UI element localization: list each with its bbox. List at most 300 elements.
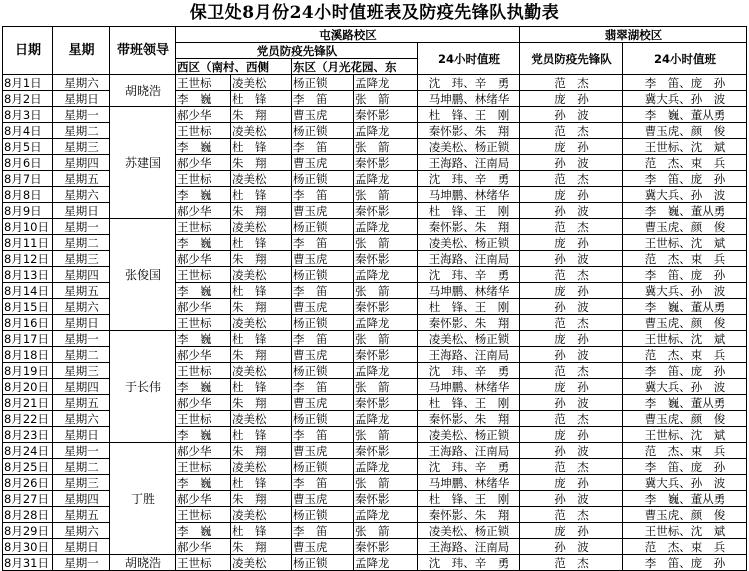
feicui-vanguard-cell: 孙 波 <box>520 443 623 459</box>
weekday-cell: 星期五 <box>53 171 110 187</box>
west-member-1-cell: 李 巍 <box>176 379 231 395</box>
tunxi-24h-shift-cell: 凌美松、杨正锁 <box>418 427 520 443</box>
tunxi-24h-shift-cell: 杜 锋、王 刚 <box>418 107 520 123</box>
east-member-2-cell: 秦怀影 <box>354 539 418 555</box>
date-cell: 8月27日 <box>3 491 53 507</box>
page-title: 保卫处8月份24小时值班表及防疫先锋队执勤表 <box>189 3 560 23</box>
weekday-cell: 星期二 <box>53 459 110 475</box>
east-member-1-cell: 杨正锁 <box>292 555 354 571</box>
feicui-vanguard-cell: 庞 孙 <box>520 91 623 107</box>
east-member-2-cell: 孟降龙 <box>354 171 418 187</box>
feicui-24h-shift-cell: 王世标、沈 斌 <box>623 331 747 347</box>
feicui-vanguard-cell: 范 杰 <box>520 123 623 139</box>
feicui-vanguard-cell: 范 杰 <box>520 75 623 91</box>
weekday-cell: 星期五 <box>53 507 110 523</box>
feicui-24h-shift-cell: 李 笛、庞 孙 <box>623 555 747 571</box>
table-body <box>3 75 747 571</box>
west-member-2-cell: 凌美松 <box>231 123 292 139</box>
west-member-2-cell: 朱 翔 <box>231 203 292 219</box>
table-row <box>3 555 747 571</box>
leader-cell: 张俊国 <box>110 219 176 331</box>
west-member-2-cell: 杜 锋 <box>231 427 292 443</box>
feicui-24h-shift-cell: 冀大兵、孙 波 <box>623 91 747 107</box>
west-member-1-cell: 李 巍 <box>176 91 231 107</box>
date-cell: 8月2日 <box>3 91 53 107</box>
leader-cell: 苏建国 <box>110 107 176 219</box>
feicui-24h-shift-cell: 李 巍、董从勇 <box>623 203 747 219</box>
west-member-1-cell: 郝少华 <box>176 491 231 507</box>
feicui-24h-shift-cell: 李 笛、庞 孙 <box>623 363 747 379</box>
feicui-vanguard-cell: 庞 孙 <box>520 187 623 203</box>
date-cell: 8月20日 <box>3 379 53 395</box>
west-member-1-cell: 郝少华 <box>176 299 231 315</box>
tunxi-24h-shift-cell: 马坤鹏、林绪华 <box>418 91 520 107</box>
east-member-1-cell: 李 笛 <box>292 475 354 491</box>
feicui-vanguard-cell: 范 杰 <box>520 411 623 427</box>
date-cell: 8月19日 <box>3 363 53 379</box>
table-row <box>3 331 747 347</box>
east-member-2-cell: 秦怀影 <box>354 155 418 171</box>
feicui-24h-shift-cell: 范 杰、束 兵 <box>623 251 747 267</box>
feicui-24h-shift-cell: 范 杰、束 兵 <box>623 443 747 459</box>
feicui-24h-shift-cell: 冀大兵、孙 波 <box>623 379 747 395</box>
west-member-2-cell: 杜 锋 <box>231 187 292 203</box>
east-member-2-cell: 张 箭 <box>354 235 418 251</box>
tunxi-24h-shift-cell: 秦怀影、朱 翔 <box>418 315 520 331</box>
east-member-2-cell: 秦怀影 <box>354 395 418 411</box>
east-member-1-cell: 李 笛 <box>292 187 354 203</box>
date-cell: 8月17日 <box>3 331 53 347</box>
feicui-vanguard-cell: 孙 波 <box>520 203 623 219</box>
east-member-1-cell: 曹玉虎 <box>292 203 354 219</box>
feicui-vanguard-cell: 孙 波 <box>520 251 623 267</box>
feicui-24h-shift-cell: 曹玉虎、颜 俊 <box>623 507 747 523</box>
tunxi-24h-shift-cell: 杜 锋、王 刚 <box>418 299 520 315</box>
feicui-24h-shift-cell: 李 巍、董从勇 <box>623 395 747 411</box>
west-member-1-cell: 李 巍 <box>176 331 231 347</box>
east-member-2-cell: 秦怀影 <box>354 491 418 507</box>
feicui-vanguard-cell: 庞 孙 <box>520 331 623 347</box>
east-member-1-cell: 杨正锁 <box>292 267 354 283</box>
east-member-1-cell: 杨正锁 <box>292 315 354 331</box>
feicui-24h-shift-cell: 冀大兵、孙 波 <box>623 475 747 491</box>
date-cell: 8月15日 <box>3 299 53 315</box>
feicui-vanguard-cell: 庞 孙 <box>520 379 623 395</box>
east-member-1-cell: 李 笛 <box>292 427 354 443</box>
weekday-cell: 星期六 <box>53 187 110 203</box>
date-cell: 8月23日 <box>3 427 53 443</box>
east-member-2-cell: 张 箭 <box>354 139 418 155</box>
west-member-1-cell: 郝少华 <box>176 203 231 219</box>
date-cell: 8月1日 <box>3 75 53 91</box>
tunxi-24h-shift-cell: 秦怀影、朱 翔 <box>418 123 520 139</box>
feicui-24h-shift-cell: 李 巍、董从勇 <box>623 107 747 123</box>
feicui-24h-shift-cell: 李 巍、董从勇 <box>623 491 747 507</box>
date-cell: 8月25日 <box>3 459 53 475</box>
tunxi-24h-shift-cell: 沈 玮、辛 勇 <box>418 171 520 187</box>
west-member-2-cell: 朱 翔 <box>231 299 292 315</box>
feicui-vanguard-cell: 庞 孙 <box>520 139 623 155</box>
feicui-24h-shift-cell: 王世标、沈 斌 <box>623 139 747 155</box>
feicui-vanguard-cell: 孙 波 <box>520 539 623 555</box>
date-cell: 8月3日 <box>3 107 53 123</box>
west-member-1-cell: 郝少华 <box>176 347 231 363</box>
weekday-cell: 星期四 <box>53 491 110 507</box>
feicui-vanguard-cell: 范 杰 <box>520 555 623 571</box>
west-member-1-cell: 李 巍 <box>176 235 231 251</box>
west-member-1-cell: 王世标 <box>176 459 231 475</box>
feicui-vanguard-cell: 范 杰 <box>520 459 623 475</box>
feicui-24h-shift-cell: 冀大兵、孙 波 <box>623 187 747 203</box>
header-date: 日期 <box>3 27 53 75</box>
west-member-1-cell: 王世标 <box>176 219 231 235</box>
east-member-2-cell: 张 箭 <box>354 475 418 491</box>
west-member-2-cell: 杜 锋 <box>231 235 292 251</box>
header-campus-tunxi: 屯溪路校区 <box>176 27 520 43</box>
leader-cell: 于长伟 <box>110 331 176 443</box>
west-member-2-cell: 凌美松 <box>231 75 292 91</box>
weekday-cell: 星期二 <box>53 235 110 251</box>
weekday-cell: 星期一 <box>53 107 110 123</box>
tunxi-24h-shift-cell: 马坤鹏、林绪华 <box>418 283 520 299</box>
west-member-2-cell: 朱 翔 <box>231 347 292 363</box>
tunxi-24h-shift-cell: 马坤鹏、林绪华 <box>418 187 520 203</box>
east-member-1-cell: 李 笛 <box>292 139 354 155</box>
feicui-vanguard-cell: 孙 波 <box>520 491 623 507</box>
tunxi-24h-shift-cell: 沈 玮、辛 勇 <box>418 363 520 379</box>
tunxi-24h-shift-cell: 王海路、汪南局 <box>418 443 520 459</box>
feicui-24h-shift-cell: 李 笛、庞 孙 <box>623 267 747 283</box>
east-member-2-cell: 孟降龙 <box>354 267 418 283</box>
weekday-cell: 星期四 <box>53 379 110 395</box>
feicui-vanguard-cell: 庞 孙 <box>520 523 623 539</box>
weekday-cell: 星期一 <box>53 555 110 571</box>
west-member-2-cell: 杜 锋 <box>231 91 292 107</box>
west-member-1-cell: 王世标 <box>176 555 231 571</box>
east-member-2-cell: 张 箭 <box>354 283 418 299</box>
date-cell: 8月11日 <box>3 235 53 251</box>
feicui-24h-shift-cell: 曹玉虎、颜 俊 <box>623 123 747 139</box>
west-member-2-cell: 朱 翔 <box>231 491 292 507</box>
header-vanguard-feicui: 党员防疫先锋队 <box>520 43 623 75</box>
east-member-1-cell: 李 笛 <box>292 379 354 395</box>
weekday-cell: 星期日 <box>53 203 110 219</box>
leader-cell: 丁胜 <box>110 443 176 555</box>
west-member-2-cell: 凌美松 <box>231 555 292 571</box>
header-east-zone: 东区（月光花园、东 <box>292 59 418 75</box>
weekday-cell: 星期六 <box>53 75 110 91</box>
west-member-1-cell: 李 巍 <box>176 139 231 155</box>
west-member-1-cell: 王世标 <box>176 315 231 331</box>
weekday-cell: 星期六 <box>53 411 110 427</box>
table-row <box>3 219 747 235</box>
feicui-24h-shift-cell: 王世标、沈 斌 <box>623 523 747 539</box>
feicui-24h-shift-cell: 范 杰、束 兵 <box>623 539 747 555</box>
east-member-2-cell: 孟降龙 <box>354 123 418 139</box>
feicui-24h-shift-cell: 李 巍、董从勇 <box>623 299 747 315</box>
feicui-vanguard-cell: 庞 孙 <box>520 283 623 299</box>
date-cell: 8月21日 <box>3 395 53 411</box>
date-cell: 8月31日 <box>3 555 53 571</box>
east-member-2-cell: 秦怀影 <box>354 251 418 267</box>
west-member-1-cell: 王世标 <box>176 411 231 427</box>
tunxi-24h-shift-cell: 凌美松、杨正锁 <box>418 523 520 539</box>
west-member-2-cell: 凌美松 <box>231 315 292 331</box>
tunxi-24h-shift-cell: 沈 玮、辛 勇 <box>418 555 520 571</box>
date-cell: 8月6日 <box>3 155 53 171</box>
west-member-2-cell: 朱 翔 <box>231 539 292 555</box>
feicui-24h-shift-cell: 冀大兵、孙 波 <box>623 283 747 299</box>
weekday-cell: 星期六 <box>53 523 110 539</box>
date-cell: 8月10日 <box>3 219 53 235</box>
weekday-cell: 星期二 <box>53 123 110 139</box>
feicui-vanguard-cell: 孙 波 <box>520 347 623 363</box>
east-member-2-cell: 秦怀影 <box>354 443 418 459</box>
feicui-vanguard-cell: 范 杰 <box>520 219 623 235</box>
tunxi-24h-shift-cell: 凌美松、杨正锁 <box>418 235 520 251</box>
west-member-1-cell: 王世标 <box>176 123 231 139</box>
feicui-24h-shift-cell: 范 杰、束 兵 <box>623 347 747 363</box>
tunxi-24h-shift-cell: 秦怀影、朱 翔 <box>418 507 520 523</box>
west-member-2-cell: 杜 锋 <box>231 379 292 395</box>
west-member-1-cell: 郝少华 <box>176 395 231 411</box>
weekday-cell: 星期五 <box>53 395 110 411</box>
east-member-2-cell: 张 箭 <box>354 379 418 395</box>
feicui-vanguard-cell: 庞 孙 <box>520 427 623 443</box>
west-member-2-cell: 杜 锋 <box>231 331 292 347</box>
tunxi-24h-shift-cell: 沈 玮、辛 勇 <box>418 75 520 91</box>
west-member-1-cell: 郝少华 <box>176 539 231 555</box>
tunxi-24h-shift-cell: 杜 锋、王 刚 <box>418 395 520 411</box>
feicui-vanguard-cell: 范 杰 <box>520 171 623 187</box>
weekday-cell: 星期二 <box>53 347 110 363</box>
east-member-2-cell: 张 箭 <box>354 523 418 539</box>
date-cell: 8月28日 <box>3 507 53 523</box>
tunxi-24h-shift-cell: 沈 玮、辛 勇 <box>418 459 520 475</box>
east-member-2-cell: 孟降龙 <box>354 555 418 571</box>
east-member-1-cell: 曹玉虎 <box>292 347 354 363</box>
west-member-2-cell: 朱 翔 <box>231 251 292 267</box>
east-member-1-cell: 曹玉虎 <box>292 539 354 555</box>
leader-cell: 胡晓浩 <box>110 75 176 107</box>
tunxi-24h-shift-cell: 秦怀影、朱 翔 <box>418 411 520 427</box>
table-row <box>3 75 747 91</box>
west-member-2-cell: 凌美松 <box>231 459 292 475</box>
east-member-2-cell: 孟降龙 <box>354 315 418 331</box>
feicui-vanguard-cell: 孙 波 <box>520 107 623 123</box>
east-member-2-cell: 秦怀影 <box>354 299 418 315</box>
weekday-cell: 星期三 <box>53 251 110 267</box>
duty-roster-table <box>2 26 747 571</box>
date-cell: 8月8日 <box>3 187 53 203</box>
west-member-2-cell: 杜 锋 <box>231 475 292 491</box>
east-member-1-cell: 李 笛 <box>292 523 354 539</box>
west-member-2-cell: 朱 翔 <box>231 443 292 459</box>
header-24h-feicui: 24小时值班 <box>623 43 747 75</box>
east-member-1-cell: 杨正锁 <box>292 411 354 427</box>
tunxi-24h-shift-cell: 凌美松、杨正锁 <box>418 331 520 347</box>
east-member-1-cell: 曹玉虎 <box>292 443 354 459</box>
weekday-cell: 星期日 <box>53 91 110 107</box>
west-member-1-cell: 王世标 <box>176 267 231 283</box>
east-member-1-cell: 杨正锁 <box>292 171 354 187</box>
table-row <box>3 107 747 123</box>
weekday-cell: 星期六 <box>53 299 110 315</box>
date-cell: 8月4日 <box>3 123 53 139</box>
tunxi-24h-shift-cell: 马坤鹏、林绪华 <box>418 379 520 395</box>
feicui-vanguard-cell: 范 杰 <box>520 363 623 379</box>
east-member-2-cell: 孟降龙 <box>354 75 418 91</box>
date-cell: 8月7日 <box>3 171 53 187</box>
weekday-cell: 星期三 <box>53 139 110 155</box>
date-cell: 8月29日 <box>3 523 53 539</box>
weekday-cell: 星期四 <box>53 155 110 171</box>
west-member-1-cell: 李 巍 <box>176 283 231 299</box>
west-member-2-cell: 凌美松 <box>231 411 292 427</box>
feicui-24h-shift-cell: 李 笛、庞 孙 <box>623 75 747 91</box>
date-cell: 8月13日 <box>3 267 53 283</box>
east-member-1-cell: 杨正锁 <box>292 123 354 139</box>
date-cell: 8月12日 <box>3 251 53 267</box>
east-member-1-cell: 杨正锁 <box>292 459 354 475</box>
weekday-cell: 星期一 <box>53 219 110 235</box>
west-member-1-cell: 李 巍 <box>176 187 231 203</box>
feicui-24h-shift-cell: 曹玉虎、颜 俊 <box>623 315 747 331</box>
east-member-1-cell: 曹玉虎 <box>292 299 354 315</box>
east-member-1-cell: 李 笛 <box>292 91 354 107</box>
feicui-24h-shift-cell: 李 笛、庞 孙 <box>623 459 747 475</box>
date-cell: 8月26日 <box>3 475 53 491</box>
feicui-24h-shift-cell: 曹玉虎、颜 俊 <box>623 219 747 235</box>
tunxi-24h-shift-cell: 王海路、汪南局 <box>418 347 520 363</box>
header-campus-feicui: 翡翠湖校区 <box>520 27 747 43</box>
east-member-2-cell: 孟降龙 <box>354 459 418 475</box>
table-header <box>3 27 747 75</box>
east-member-2-cell: 张 箭 <box>354 427 418 443</box>
west-member-1-cell: 郝少华 <box>176 443 231 459</box>
east-member-1-cell: 杨正锁 <box>292 219 354 235</box>
east-member-1-cell: 杨正锁 <box>292 363 354 379</box>
tunxi-24h-shift-cell: 王海路、汪南局 <box>418 539 520 555</box>
east-member-1-cell: 杨正锁 <box>292 75 354 91</box>
weekday-cell: 星期一 <box>53 443 110 459</box>
west-member-2-cell: 凌美松 <box>231 507 292 523</box>
west-member-2-cell: 杜 锋 <box>231 523 292 539</box>
feicui-24h-shift-cell: 曹玉虎、颜 俊 <box>623 411 747 427</box>
tunxi-24h-shift-cell: 秦怀影、朱 翔 <box>418 219 520 235</box>
west-member-1-cell: 郝少华 <box>176 251 231 267</box>
tunxi-24h-shift-cell: 马坤鹏、林绪华 <box>418 475 520 491</box>
tunxi-24h-shift-cell: 杜 锋、王 刚 <box>418 203 520 219</box>
feicui-24h-shift-cell: 范 杰、束 兵 <box>623 155 747 171</box>
west-member-2-cell: 朱 翔 <box>231 107 292 123</box>
west-member-2-cell: 凌美松 <box>231 219 292 235</box>
tunxi-24h-shift-cell: 王海路、汪南局 <box>418 251 520 267</box>
east-member-1-cell: 曹玉虎 <box>292 251 354 267</box>
header-west-zone: 西区（南村、西侧 <box>176 59 292 75</box>
east-member-2-cell: 秦怀影 <box>354 203 418 219</box>
date-cell: 8月16日 <box>3 315 53 331</box>
west-member-2-cell: 杜 锋 <box>231 283 292 299</box>
west-member-1-cell: 李 巍 <box>176 427 231 443</box>
west-member-2-cell: 凌美松 <box>231 171 292 187</box>
east-member-1-cell: 曹玉虎 <box>292 395 354 411</box>
date-cell: 8月18日 <box>3 347 53 363</box>
header-24h-tunxi: 24小时值班 <box>418 43 520 75</box>
weekday-cell: 星期一 <box>53 331 110 347</box>
east-member-2-cell: 秦怀影 <box>354 107 418 123</box>
date-cell: 8月22日 <box>3 411 53 427</box>
feicui-vanguard-cell: 范 杰 <box>520 315 623 331</box>
east-member-2-cell: 孟降龙 <box>354 363 418 379</box>
tunxi-24h-shift-cell: 凌美松、杨正锁 <box>418 139 520 155</box>
west-member-2-cell: 凌美松 <box>231 363 292 379</box>
date-cell: 8月9日 <box>3 203 53 219</box>
weekday-cell: 星期三 <box>53 363 110 379</box>
header-weekday: 星期 <box>53 27 110 75</box>
table-row <box>3 443 747 459</box>
east-member-1-cell: 李 笛 <box>292 331 354 347</box>
east-member-2-cell: 孟降龙 <box>354 219 418 235</box>
feicui-24h-shift-cell: 王世标、沈 斌 <box>623 427 747 443</box>
weekday-cell: 星期三 <box>53 475 110 491</box>
weekday-cell: 星期四 <box>53 267 110 283</box>
feicui-vanguard-cell: 范 杰 <box>520 507 623 523</box>
east-member-1-cell: 李 笛 <box>292 283 354 299</box>
tunxi-24h-shift-cell: 沈 玮、辛 勇 <box>418 267 520 283</box>
east-member-1-cell: 曹玉虎 <box>292 155 354 171</box>
date-cell: 8月5日 <box>3 139 53 155</box>
east-member-2-cell: 张 箭 <box>354 331 418 347</box>
west-member-1-cell: 郝少华 <box>176 155 231 171</box>
feicui-vanguard-cell: 庞 孙 <box>520 475 623 491</box>
feicui-24h-shift-cell: 李 笛、庞 孙 <box>623 171 747 187</box>
date-cell: 8月14日 <box>3 283 53 299</box>
feicui-24h-shift-cell: 王世标、沈 斌 <box>623 235 747 251</box>
east-member-2-cell: 张 箭 <box>354 187 418 203</box>
header-leader: 带班领导 <box>110 27 176 75</box>
west-member-1-cell: 王世标 <box>176 171 231 187</box>
leader-cell: 胡晓浩 <box>110 555 176 571</box>
feicui-vanguard-cell: 庞 孙 <box>520 235 623 251</box>
date-cell: 8月24日 <box>3 443 53 459</box>
west-member-1-cell: 李 巍 <box>176 523 231 539</box>
west-member-2-cell: 杜 锋 <box>231 139 292 155</box>
west-member-1-cell: 王世标 <box>176 507 231 523</box>
east-member-1-cell: 曹玉虎 <box>292 491 354 507</box>
east-member-1-cell: 杨正锁 <box>292 507 354 523</box>
feicui-vanguard-cell: 范 杰 <box>520 267 623 283</box>
west-member-2-cell: 朱 翔 <box>231 395 292 411</box>
west-member-2-cell: 朱 翔 <box>231 155 292 171</box>
west-member-2-cell: 凌美松 <box>231 267 292 283</box>
east-member-1-cell: 李 笛 <box>292 235 354 251</box>
feicui-vanguard-cell: 孙 波 <box>520 395 623 411</box>
west-member-1-cell: 郝少华 <box>176 107 231 123</box>
east-member-2-cell: 秦怀影 <box>354 347 418 363</box>
header-vanguard-tunxi: 党员防疫先锋队 <box>176 43 418 59</box>
date-cell: 8月30日 <box>3 539 53 555</box>
feicui-vanguard-cell: 孙 波 <box>520 299 623 315</box>
tunxi-24h-shift-cell: 杜 锋、王 刚 <box>418 491 520 507</box>
weekday-cell: 星期日 <box>53 539 110 555</box>
feicui-vanguard-cell: 孙 波 <box>520 155 623 171</box>
weekday-cell: 星期日 <box>53 427 110 443</box>
east-member-2-cell: 张 箭 <box>354 91 418 107</box>
west-member-1-cell: 王世标 <box>176 75 231 91</box>
tunxi-24h-shift-cell: 王海路、汪南局 <box>418 155 520 171</box>
east-member-2-cell: 孟降龙 <box>354 411 418 427</box>
